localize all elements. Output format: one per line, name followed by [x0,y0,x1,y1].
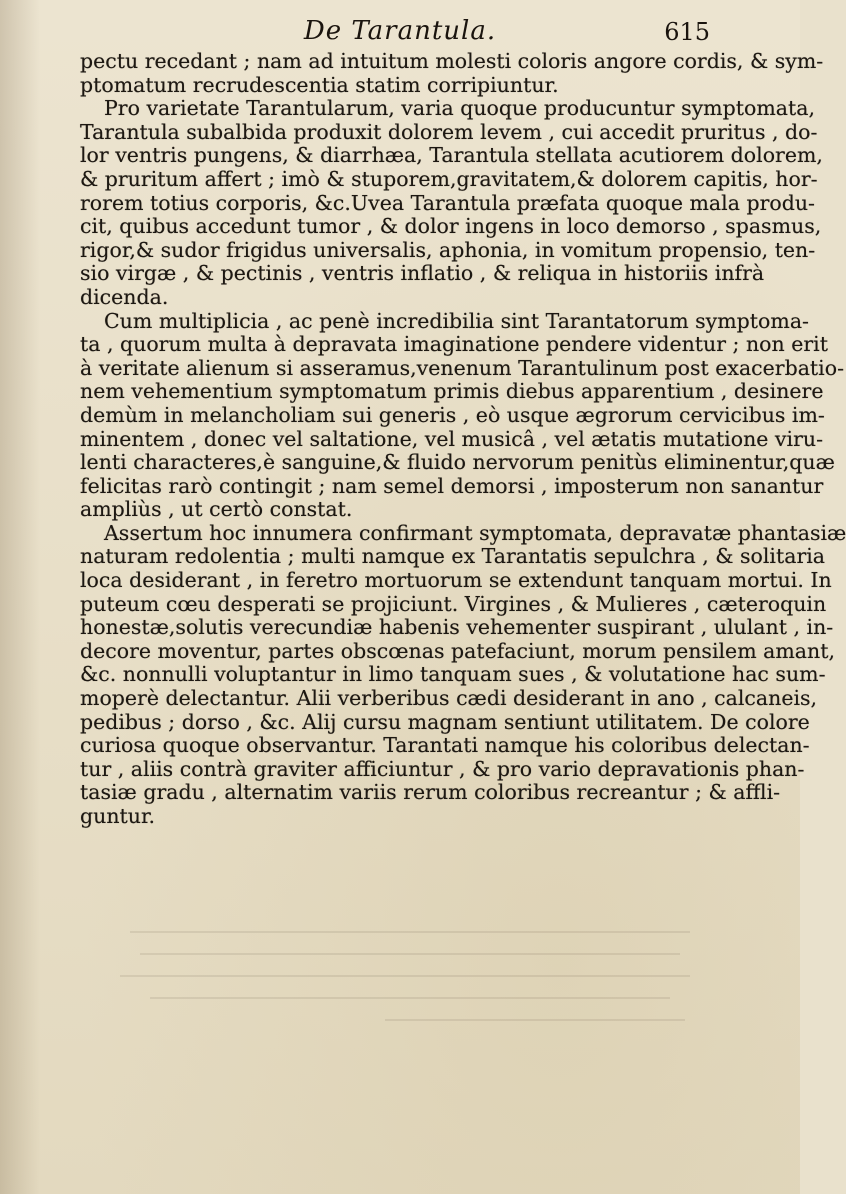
text-line: sio virgæ , & pectinis , ventris inflatio , & reliqua in historiis infrà [80,261,765,286]
text-line: lenti characteres,è sanguine,& fluido nervorum penitùs eliminentur,quæ [80,450,835,475]
text-line: lor ventris pungens, & diarrhæa, Tarantula stellata acutiorem dolorem, [80,143,823,168]
bleed-through-strokes [100,920,700,1040]
text-line: à veritate alienum si asseramus,venenum Tarantulinum post exacerbatio- [80,355,844,380]
text-line: tur , aliis contrà graviter afficiuntur , & pro vario depravationis phan- [80,756,805,781]
text-line: puteum cœu desperati se projiciunt. Virgines , & Mulieres , cæteroquin [80,591,827,616]
page-number: 615 [664,18,710,46]
text-line: minentem , donec vel saltatione, vel musicâ , vel ætatis mutatione viru- [80,426,823,451]
text-line: & pruritum affert ; imò & stuporem,gravitatem,& dolorem capitis, hor- [80,166,818,191]
text-line: Cum multiplicia , ac penè incredibilia sint Tarantatorum symptoma- [104,308,809,333]
text-line: pectu recedant ; nam ad intuitum molesti coloris angore cordis, & sym- [80,49,824,73]
text-line: moperè delectantur. Alii verberibus cædi desiderant in ano , calcaneis, [80,686,818,711]
text-line: &c. nonnulli voluptantur in limo tanquam sues , & volutatione hac sum- [80,662,826,687]
binding-shadow [0,0,40,1194]
text-line: cit, quibus accedunt tumor , & dolor ingens in loco demorso , spasmus, [80,214,822,239]
text-line: tasiæ gradu , alternatim variis rerum coloribus recreantur ; & affli- [80,780,781,805]
text-line: Tarantula subalbida produxit dolorem levem , cui accedit pruritus , do- [80,119,818,144]
text-line: ptomatum recrudescentia statim corripiuntur. [80,72,559,97]
text-line: rigor,& sudor frigidus universalis, aphonia, in vomitum propensio, ten- [80,237,816,262]
running-title: De Tarantula. [303,16,497,46]
text-line: curiosa quoque observantur. Tarantati namque his coloribus delectan- [80,733,810,758]
text-line: honestæ,solutis verecundiæ habenis vehementer suspirant , ululant , in- [80,615,834,640]
text-line: demùm in melancholiam sui generis , eò usque ægrorum cervicibus im- [80,402,825,427]
text-line: guntur. [80,804,156,828]
text-line: dicenda. [80,284,169,309]
text-line: naturam redolentia ; multi namque ex Tarantatis sepulchra , & solitaria [80,544,826,569]
text-line: ta , quorum multa à depravata imaginatione pendere videntur ; non erit [80,332,828,357]
body-text [80,49,846,829]
text-line: nem vehementium symptomatum primis diebus apparentium , desinere [80,379,824,404]
text-line: felicitas rarò contingit ; nam semel demorsi , imposterum non sanantur [80,473,824,498]
text-line: Pro varietate Tarantularum, varia quoque producuntur symptomata, [104,96,815,121]
text-line: pedibus ; dorso , &c. Alij cursu magnam sentiunt utilitatem. De colore [80,709,810,734]
text-line: loca desiderant , in feretro mortuorum se extendunt tanquam mortui. In [80,568,832,593]
text-line: rorem totius corporis, &c.Uvea Tarantula præfata quoque mala produ- [80,190,815,215]
text-line: decore moventur, partes obscœnas patefaciunt, morum pensilem amant, [80,638,835,663]
text-line: ampliùs , ut certò constat. [80,497,353,522]
bleed-through-texture [100,920,700,1040]
text-line: Assertum hoc innumera confirmant symptomata, depravatæ phantasiæ [104,520,846,545]
